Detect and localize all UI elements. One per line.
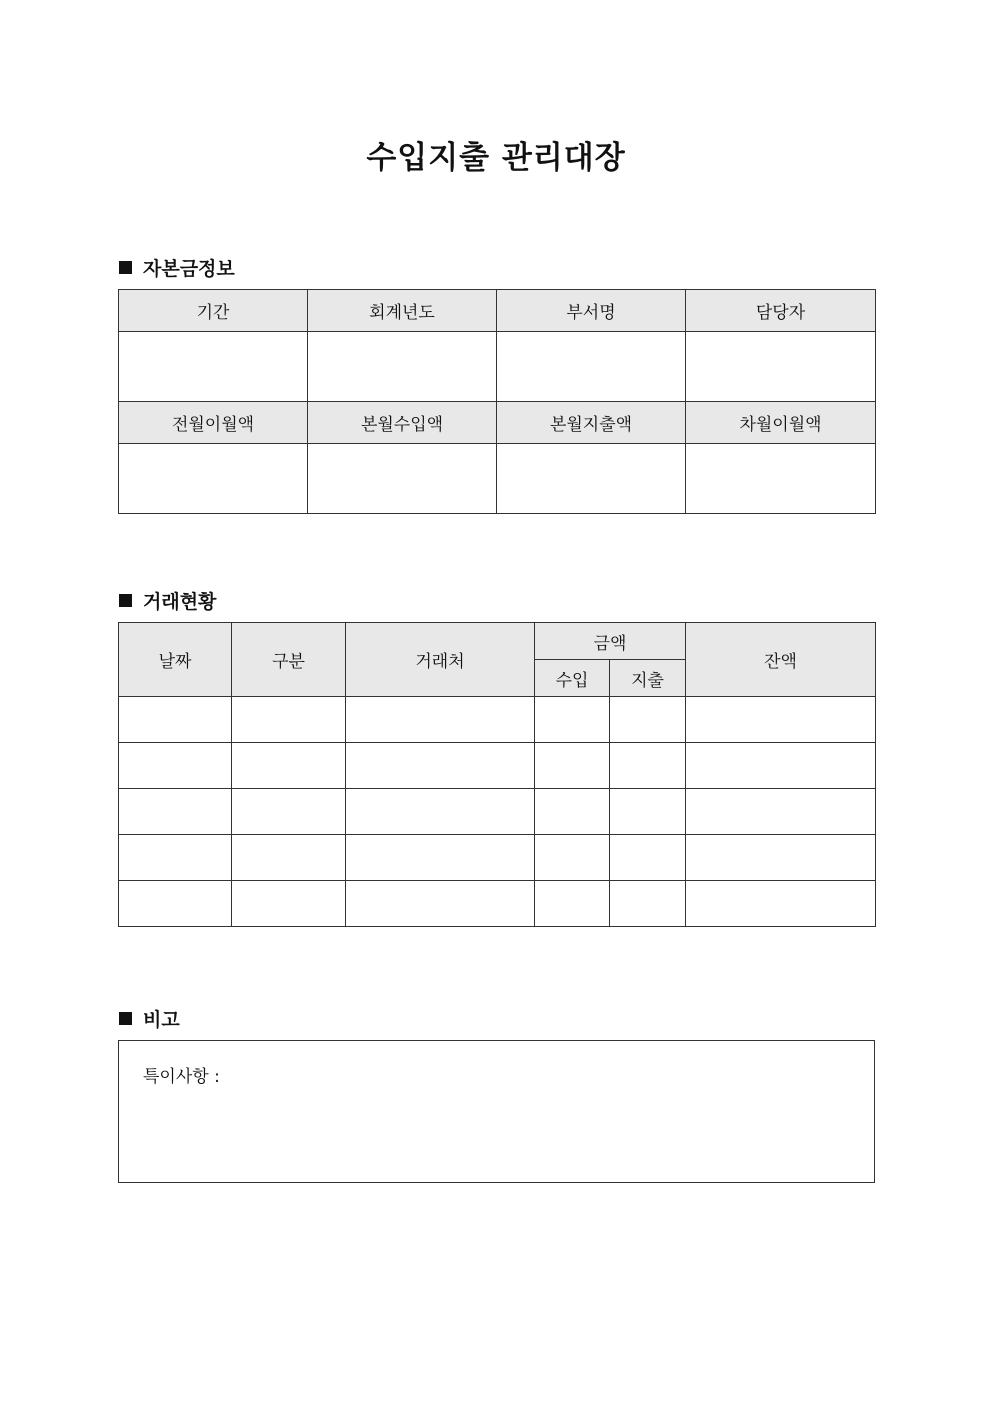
income-cell[interactable]: [535, 789, 610, 835]
income-cell[interactable]: [535, 881, 610, 927]
square-bullet-icon: [119, 261, 132, 274]
expense-cell[interactable]: [610, 835, 686, 881]
category-cell[interactable]: [232, 835, 346, 881]
balance-cell[interactable]: [686, 697, 876, 743]
table-row: [119, 835, 876, 881]
category-cell[interactable]: [232, 881, 346, 927]
department-cell[interactable]: [497, 332, 686, 402]
header-manager: 담당자: [686, 290, 876, 332]
balance-cell[interactable]: [686, 835, 876, 881]
balance-cell[interactable]: [686, 789, 876, 835]
next-month-carryover-cell[interactable]: [686, 444, 876, 514]
expense-cell[interactable]: [610, 881, 686, 927]
category-cell[interactable]: [232, 743, 346, 789]
header-period: 기간: [119, 290, 308, 332]
date-cell[interactable]: [119, 789, 232, 835]
special-notes-label: 특이사항 :: [143, 1067, 220, 1087]
income-cell[interactable]: [535, 743, 610, 789]
header-next-month-carryover: 차월이월액: [686, 402, 876, 444]
expense-cell[interactable]: [610, 743, 686, 789]
capital-section-title: 자본금정보: [143, 258, 235, 280]
capital-info-table: [118, 289, 876, 514]
remarks-section-title: 비고: [143, 1009, 180, 1031]
period-cell[interactable]: [119, 332, 308, 402]
transactions-section-heading: [119, 587, 216, 614]
category-cell[interactable]: [232, 789, 346, 835]
header-balance: 잔액: [686, 623, 876, 697]
table-row: [119, 697, 876, 743]
table-row: [119, 881, 876, 927]
date-cell[interactable]: [119, 743, 232, 789]
this-month-expense-cell[interactable]: [497, 444, 686, 514]
header-this-month-expense: 본월지출액: [497, 402, 686, 444]
client-cell[interactable]: [346, 881, 535, 927]
header-department: 부서명: [497, 290, 686, 332]
date-cell[interactable]: [119, 835, 232, 881]
income-cell[interactable]: [535, 697, 610, 743]
remarks-box[interactable]: [118, 1040, 875, 1183]
expense-cell[interactable]: [610, 789, 686, 835]
transactions-section-title: 거래현황: [143, 591, 217, 613]
page-title: 수입지출 관리대장: [366, 140, 626, 176]
header-amount: 금액: [535, 623, 686, 660]
income-cell[interactable]: [535, 835, 610, 881]
header-date: 날짜: [119, 623, 232, 697]
header-expense: 지출: [610, 660, 686, 697]
expense-cell[interactable]: [610, 697, 686, 743]
manager-cell[interactable]: [686, 332, 876, 402]
client-cell[interactable]: [346, 743, 535, 789]
this-month-income-cell[interactable]: [308, 444, 497, 514]
remarks-section-heading: [119, 1005, 180, 1032]
capital-section-heading: [119, 254, 235, 281]
category-cell[interactable]: [232, 697, 346, 743]
client-cell[interactable]: [346, 697, 535, 743]
fiscal-year-cell[interactable]: [308, 332, 497, 402]
client-cell[interactable]: [346, 789, 535, 835]
date-cell[interactable]: [119, 881, 232, 927]
table-row: [119, 789, 876, 835]
header-category: 구분: [232, 623, 346, 697]
balance-cell[interactable]: [686, 743, 876, 789]
header-client: 거래처: [346, 623, 535, 697]
table-row: [119, 743, 876, 789]
square-bullet-icon: [119, 594, 132, 607]
transactions-table: [118, 622, 876, 927]
header-prev-month-carryover: 전월이월액: [119, 402, 308, 444]
square-bullet-icon: [119, 1012, 132, 1025]
prev-month-carryover-cell[interactable]: [119, 444, 308, 514]
header-fiscal-year: 회계년도: [308, 290, 497, 332]
header-this-month-income: 본월수입액: [308, 402, 497, 444]
date-cell[interactable]: [119, 697, 232, 743]
header-income: 수입: [535, 660, 610, 697]
balance-cell[interactable]: [686, 881, 876, 927]
client-cell[interactable]: [346, 835, 535, 881]
